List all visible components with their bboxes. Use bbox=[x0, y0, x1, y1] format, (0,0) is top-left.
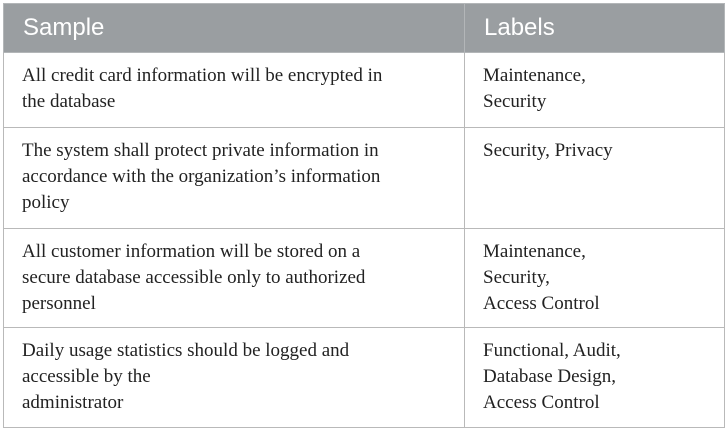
data-table-container bbox=[3, 3, 724, 427]
sample-cell: All customer information will be stored on a secure database accessible only to authorized personnel bbox=[4, 229, 465, 328]
column-header-sample: Sample bbox=[4, 4, 465, 53]
column-header-labels: Labels bbox=[465, 4, 725, 53]
sample-cell: The system shall protect private information in accordance with the organization’s information policy bbox=[4, 128, 465, 229]
table-row bbox=[4, 128, 725, 229]
requirements-table bbox=[3, 3, 725, 428]
table-row bbox=[4, 53, 725, 128]
sample-cell: Daily usage statistics should be logged and accessible by the administrator bbox=[4, 328, 465, 428]
table-header bbox=[4, 4, 725, 53]
labels-cell: Maintenance, Security, Access Control bbox=[465, 229, 725, 328]
labels-cell: Maintenance, Security bbox=[465, 53, 725, 128]
header-row bbox=[4, 4, 725, 53]
labels-cell: Functional, Audit, Database Design, Access Control bbox=[465, 328, 725, 428]
table-body bbox=[4, 53, 725, 428]
labels-cell: Security, Privacy bbox=[465, 128, 725, 229]
table-row bbox=[4, 229, 725, 328]
table-row bbox=[4, 328, 725, 428]
sample-cell: All credit card information will be encrypted in the database bbox=[4, 53, 465, 128]
